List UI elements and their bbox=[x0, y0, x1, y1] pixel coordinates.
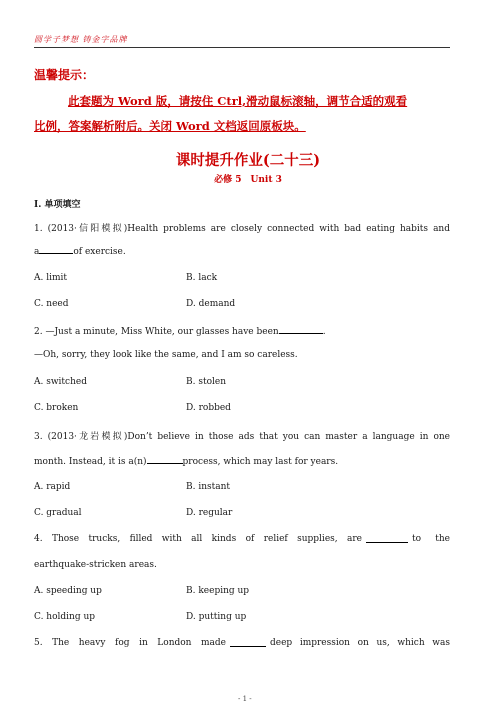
answer-blank bbox=[147, 455, 183, 464]
option-d: D. regular bbox=[186, 508, 233, 518]
option-d: D. putting up bbox=[186, 612, 247, 622]
option-d: D. demand bbox=[186, 299, 236, 309]
page-title: 课时提升作业(二十三) bbox=[175, 152, 321, 169]
answer-blank bbox=[230, 638, 266, 647]
option-c: C. gradual bbox=[34, 508, 82, 518]
option-b: B. keeping up bbox=[186, 586, 250, 596]
question-3-line-1: 3. (2013·龙岩模拟)Don’t believe in those ads that you can master a language in one bbox=[34, 432, 450, 442]
option-a: A. speeding up bbox=[34, 586, 102, 596]
notice-line-1: 此套题为 Word 版，请按住 Ctrl,滑动鼠标滚轴，调节合适的观看 bbox=[68, 94, 408, 108]
question-3-line-2: month. Instead, it is a(n) process, which may last for years. bbox=[34, 457, 339, 467]
option-a: A. switched bbox=[34, 377, 87, 387]
notice-line-2: 比例，答案解析附后。关闭 Word 文档返回原板块。 bbox=[34, 119, 306, 133]
answer-blank bbox=[39, 245, 73, 254]
option-b: B. lack bbox=[186, 273, 218, 283]
question-4-line-2: earthquake-stricken areas. bbox=[34, 560, 157, 570]
option-b: B. instant bbox=[186, 482, 231, 492]
question-1-line-2: a of exercise. bbox=[34, 247, 126, 257]
option-c: C. need bbox=[34, 299, 69, 309]
question-4-line-1: 4. Those trucks, filled with all kinds of relief supplies, are to the bbox=[34, 534, 450, 544]
option-b: B. stolen bbox=[186, 377, 226, 387]
option-a: A. rapid bbox=[34, 482, 71, 492]
header-slogan: 圆学子梦想 铸金字品牌 bbox=[34, 35, 128, 44]
question-1-line-1: 1. (2013·信阳模拟)Health problems are closely connected with bad eating habits and bbox=[34, 224, 450, 234]
answer-blank bbox=[279, 325, 323, 334]
option-d: D. robbed bbox=[186, 403, 231, 413]
question-2-line-2: —Oh, sorry, they look like the same, and I am so careless. bbox=[34, 350, 298, 360]
header-rule bbox=[34, 47, 450, 48]
page-number: - 1 - bbox=[238, 695, 252, 703]
notice-title: 温馨提示： bbox=[34, 68, 95, 82]
page-subtitle: 必修 5 Unit 3 bbox=[214, 175, 282, 185]
option-a: A. limit bbox=[34, 273, 68, 283]
question-2-line-1: 2. —Just a minute, Miss White, our glasses have been . bbox=[34, 327, 326, 337]
section-heading: Ⅰ. 单项填空 bbox=[34, 200, 81, 210]
question-5-line-1: 5. The heavy fog in London made deep impression on us, which was bbox=[34, 638, 450, 648]
option-c: C. broken bbox=[34, 403, 79, 413]
answer-blank bbox=[366, 534, 408, 543]
option-c: C. holding up bbox=[34, 612, 95, 622]
